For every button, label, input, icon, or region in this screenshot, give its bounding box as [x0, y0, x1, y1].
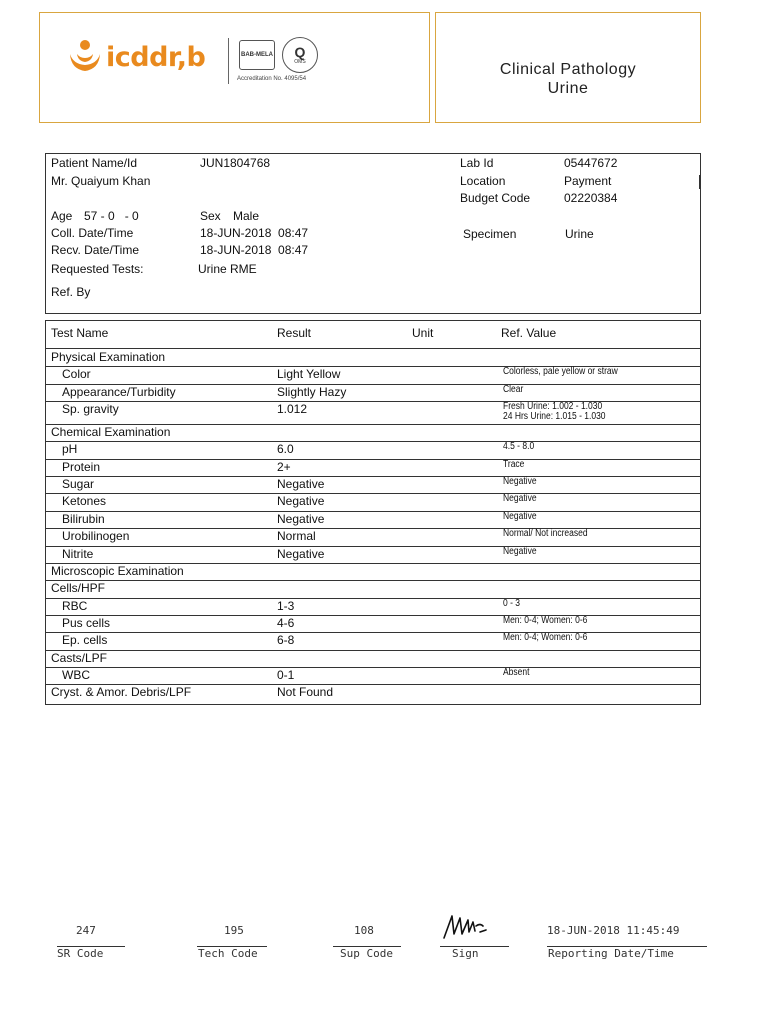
location-value: Payment [564, 174, 612, 188]
q-mark-icon: Q [294, 44, 306, 60]
test-name: Bilirubin [62, 511, 105, 526]
row-divider [45, 493, 701, 494]
recv-datetime-value: 18-JUN-2018 08:47 [200, 243, 309, 257]
row-divider [45, 441, 701, 442]
test-name: Sp. gravity [62, 402, 119, 417]
sign-label: Sign [452, 947, 479, 960]
row-divider [45, 580, 701, 581]
test-result: Negative [277, 511, 325, 526]
section-title: Urine [547, 80, 589, 97]
col-header-result: Result [277, 326, 312, 340]
row-divider [45, 511, 701, 512]
specimen-value: Urine [565, 227, 594, 241]
ref-by-label: Ref. By [51, 285, 91, 299]
col-header-test-name: Test Name [51, 326, 109, 340]
test-result: Negative [277, 546, 325, 561]
header-divider [45, 348, 701, 349]
sex-label: Sex [200, 209, 221, 223]
row-divider [45, 598, 701, 599]
sex-value: Male [233, 209, 260, 223]
test-name: Color [62, 367, 91, 382]
age-value: 57 - 0 - 0 [84, 209, 139, 223]
accreditation-number: Accreditation No. 4095/54 [237, 76, 307, 82]
row-divider [45, 650, 701, 651]
sr-code-value: 247 [76, 924, 96, 937]
test-result: 1-3 [277, 598, 295, 613]
reference-value: Fresh Urine: 1.002 - 1.030 [503, 401, 603, 413]
reference-value: Men: 0-4; Women: 0-6 [503, 632, 588, 644]
reference-value: Negative [503, 493, 537, 505]
row-divider [45, 476, 701, 477]
reference-value: Negative [503, 476, 537, 488]
row-divider [45, 459, 701, 460]
row-divider [45, 615, 701, 616]
row-divider [45, 632, 701, 633]
test-result: 2+ [277, 459, 291, 474]
lab-id-value: 05447672 [564, 156, 618, 170]
signature-icon [442, 912, 488, 942]
test-name: Ep. cells [62, 633, 108, 648]
info-box-tick [699, 175, 701, 189]
test-name: Physical Examination [51, 350, 166, 364]
test-name: pH [62, 442, 78, 457]
tech-code-value: 195 [224, 924, 244, 937]
test-result: 4-6 [277, 615, 295, 630]
reference-value: Negative [503, 545, 537, 557]
reference-value: Clear [503, 383, 524, 395]
test-result: Negative [277, 494, 325, 509]
test-name: Urobilinogen [62, 529, 130, 544]
results-table [45, 320, 701, 705]
test-result: 6.0 [277, 442, 294, 457]
test-name: Sugar [62, 477, 95, 492]
col-header-unit: Unit [412, 326, 434, 340]
budget-code-label: Budget Code [460, 191, 531, 205]
sup-code-label: Sup Code [340, 947, 393, 960]
test-name: Ketones [62, 494, 107, 509]
test-name: Cells/HPF [51, 581, 106, 596]
sr-code-label: SR Code [57, 947, 104, 960]
reference-value: Trace [503, 458, 525, 470]
cert-badge-1-label: BAB-MELA [241, 52, 273, 58]
accreditation-badge-1 [239, 40, 275, 70]
department-title: Clinical Pathology [499, 61, 637, 78]
reference-value: Men: 0-4; Women: 0-6 [503, 614, 588, 626]
reference-value: Normal/ Not increased [503, 528, 588, 540]
reference-value: 0 - 3 [503, 597, 521, 609]
test-result: Normal [277, 529, 316, 544]
test-name: Cryst. & Amor. Debris/LPF [51, 685, 192, 700]
col-header-ref-value: Ref. Value [501, 326, 557, 340]
reference-value: Negative [503, 510, 537, 522]
test-name: Casts/LPF [51, 650, 108, 665]
cert-badge-2-label: OMS [294, 59, 306, 65]
patient-name: Mr. Quaiyum Khan [51, 174, 151, 188]
recv-datetime-label: Recv. Date/Time [51, 243, 140, 257]
reporting-datetime-value: 18-JUN-2018 11:45:49 [547, 924, 680, 937]
logo-divider [228, 38, 229, 84]
coll-datetime-value: 18-JUN-2018 08:47 [200, 226, 309, 240]
test-result: 0-1 [277, 667, 295, 682]
row-divider [45, 546, 701, 547]
reference-value: Absent [503, 666, 530, 678]
tech-code-label: Tech Code [198, 947, 258, 960]
age-label: Age [51, 209, 73, 223]
requested-tests-label: Requested Tests: [51, 262, 144, 276]
patient-id: JUN1804768 [200, 156, 271, 170]
requested-tests-value: Urine RME [198, 262, 257, 276]
test-name: Microscopic Examination [51, 563, 184, 578]
test-name: Protein [62, 459, 101, 474]
test-result: Slightly Hazy [277, 384, 347, 399]
test-name: WBC [62, 667, 90, 682]
row-divider [45, 528, 701, 529]
accreditation-badge-2 [282, 37, 318, 73]
patient-name-id-label: Patient Name/Id [51, 156, 138, 170]
test-result: Not Found [277, 685, 334, 700]
coll-datetime-label: Coll. Date/Time [51, 226, 134, 240]
reporting-datetime-label: Reporting Date/Time [548, 947, 674, 960]
test-name: Pus cells [62, 615, 111, 630]
row-divider [45, 667, 701, 668]
org-name: icddr,b [106, 42, 206, 73]
test-result: Light Yellow [277, 367, 341, 382]
row-divider [45, 401, 701, 402]
sup-code-value: 108 [354, 924, 374, 937]
test-result: 1.012 [277, 402, 308, 417]
budget-code-value: 02220384 [564, 191, 618, 205]
reference-value: Colorless, pale yellow or straw [503, 366, 618, 378]
reference-value: 4.5 - 8.0 [503, 441, 535, 453]
test-name: Appearance/Turbidity [62, 384, 176, 399]
specimen-label: Specimen [463, 227, 517, 241]
reference-value-secondary: 24 Hrs Urine: 1.015 - 1.030 [503, 411, 606, 423]
test-result: 6-8 [277, 633, 295, 648]
test-result: Negative [277, 477, 325, 492]
test-name: Chemical Examination [51, 425, 171, 440]
lab-id-label: Lab Id [460, 156, 494, 170]
test-name: Nitrite [62, 546, 94, 561]
icddrb-logo-icon [64, 38, 104, 76]
location-label: Location [460, 174, 506, 188]
test-name: RBC [62, 598, 88, 613]
